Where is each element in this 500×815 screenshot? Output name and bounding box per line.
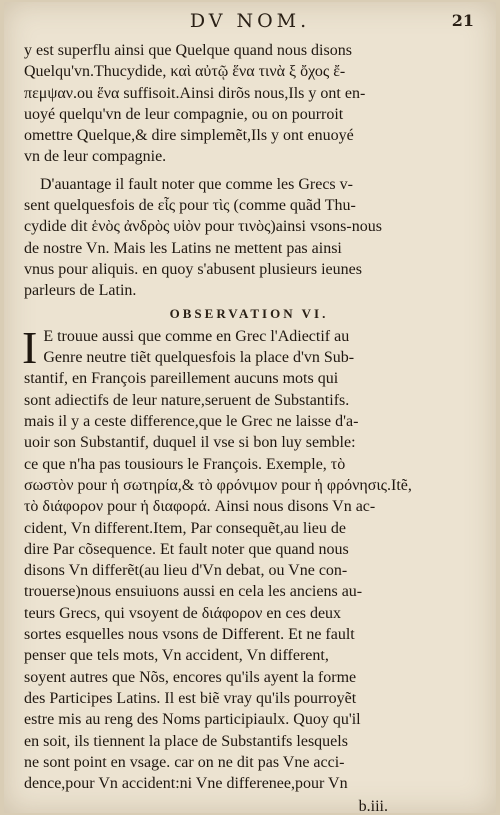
drop-capital: I xyxy=(22,321,38,373)
text-line: E trouue aussi que comme en Grec l'Adiectif au xyxy=(43,327,350,345)
text-line: penser que tels mots, Vn accident, Vn different, xyxy=(24,647,329,665)
text-line: soyent autres que Nõs, encores qu'ils ayent la forme xyxy=(24,668,357,686)
text-line: des Participes Latins. Il est biẽ vray qu'ils pourroyẽt xyxy=(24,689,357,707)
text-line: parleurs de Latin. xyxy=(24,282,137,300)
paragraph-3 xyxy=(22,321,474,795)
running-head: DV NOM. xyxy=(189,10,311,32)
text-line: trouerse)nous ensuiuons aussi en cela les anciens au- xyxy=(24,583,363,601)
text-line: de nostre Vn. Mais les Latins ne mettent pas ainsi xyxy=(24,239,342,257)
paragraph-1 xyxy=(24,40,474,168)
text-line: D'auantage il fault noter que comme les Grecs v- xyxy=(40,175,353,193)
text-line: dire Par cõsequence. Et fault noter que quand nous xyxy=(24,540,349,558)
text-line: σωστὸν pour ἡ σωτηρία,& τὸ φρόνιμον pour ἡ φρόνησις.Itẽ, xyxy=(24,476,412,494)
text-line: uoyé quelqu'vn de leur compagnie, ou on pourroit xyxy=(24,105,344,123)
page-header xyxy=(4,10,496,38)
text-line: omettre Quelque,& dire simplemẽt,Ils y ont enuoyé xyxy=(24,127,354,145)
text-line: disons Vn differẽt(au lieu d'Vn debat, ou Vne con- xyxy=(24,562,348,580)
text-line: ce que n'ha pas tousiours le François. Exemple, τὸ xyxy=(24,455,346,473)
text-line: τὸ διάφορον pour ἡ διαφορά. Ainsi nous disons Vn ac- xyxy=(24,498,376,516)
text-line: cydide dit ἑνὸς ἀνδρὸς υἱὸν pour τινὸς)ainsi vsons-nous xyxy=(24,218,382,236)
text-line: πεμψαν.ou ἕνα suffisoit.Ainsi dirõs nous,Ils y ont en- xyxy=(24,84,366,102)
text-line: cident, Vn different.Item, Par consequẽt,au lieu de xyxy=(24,519,346,537)
section-title: OBSERVATION VI. xyxy=(169,305,329,321)
page-number: 21 xyxy=(451,11,474,30)
paragraph-2 xyxy=(24,174,474,302)
text-line: Genre neutre tiẽt quelquesfois la place d'vn Sub- xyxy=(43,349,355,367)
text-line: dence,pour Vn accident:ni Vne differenee,pour Vn xyxy=(24,775,348,793)
text-line: sont adiectifs de leur nature,seruent de Substantifs. xyxy=(24,391,350,409)
text-line: en soit, ils tiennent la place de Substantifs lesquels xyxy=(24,732,348,750)
text-line: estre mis au reng des Noms participiaulx. Quoy qu'il xyxy=(24,711,361,729)
text-line: stantif, en François pareillement aucuns mots qui xyxy=(24,370,339,388)
text-line: teurs Grecs, qui vsoyent de διάφορον en ces deux xyxy=(24,604,342,622)
text-line: ne sont point en vsage. car on ne dit pas Vne acci- xyxy=(24,753,345,771)
catchword: b.iii. xyxy=(358,798,388,813)
text-line: Quelqu'vn.Thucydide, καὶ αὐτῷ ἕνα τινὰ ξ ὄχος ἔ- xyxy=(24,63,346,81)
text-line: mais il y a ceste difference,que le Grec ne laisse d'a- xyxy=(24,413,359,431)
text-line: uoir son Substantif, duquel il vse si bon luy semble: xyxy=(24,434,356,452)
text-line: y est superflu ainsi que Quelque quand nous disons xyxy=(24,42,352,59)
text-line: vn de leur compagnie. xyxy=(24,148,167,166)
page-body xyxy=(24,40,474,813)
text-line: sent quelquesfois de εἷς pour τὶς (comme quãd Thu- xyxy=(24,197,356,215)
text-line: sortes esquelles nous vsons de Different. Et ne fault xyxy=(24,626,355,644)
text-line: vnus pour aliquis. en quoy s'abusent plusieurs ieunes xyxy=(24,260,362,278)
book-page xyxy=(4,2,496,813)
